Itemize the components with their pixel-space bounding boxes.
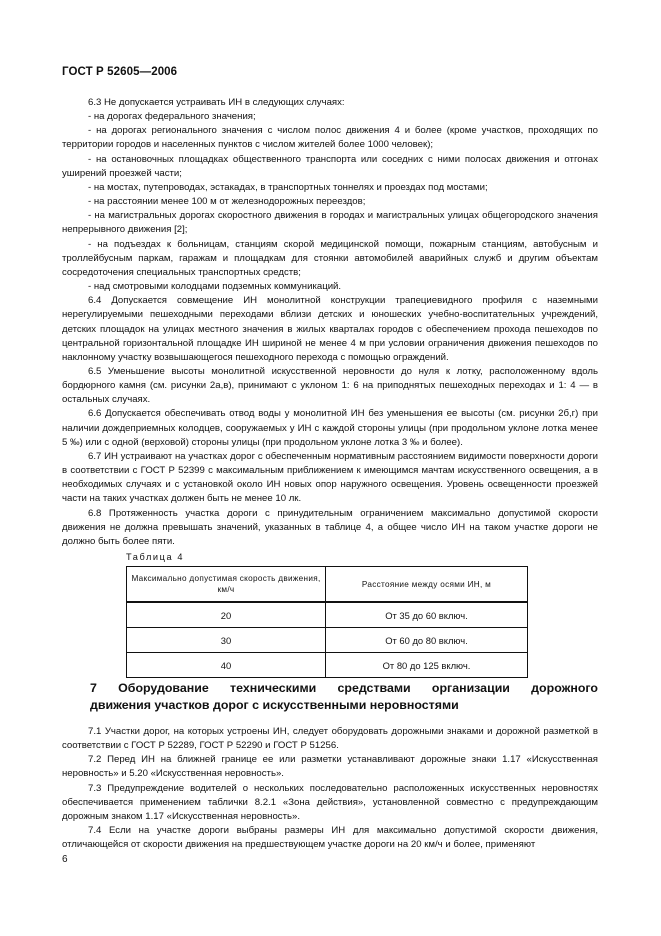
table-row — [127, 602, 528, 628]
list-item: - над смотровыми колодцами подземных коммуникаций. — [88, 281, 342, 293]
table-header-speed: Максимально допустимая скорость движения, км/ч — [127, 567, 326, 603]
document-header: ГОСТ Р 52605—2006 — [62, 66, 178, 78]
list-item: - на дорогах федерального значения; — [88, 111, 256, 123]
table-header-distance: Расстояние между осями ИН, м — [326, 567, 528, 603]
paragraph-6-3: 6.3 Не допускается устраивать ИН в следующих случаях: — [88, 97, 345, 108]
section-7-heading — [90, 680, 598, 714]
table-cell-speed: 30 — [127, 628, 326, 653]
table-cell-distance: От 60 до 80 включ. — [326, 628, 528, 653]
paragraph-7-1: 7.1 Участки дорог, на которых устроены ИН, следует оборудовать дорожными знаками и дорожной разметкой в соответствии с ГОСТ Р 52289, ГОСТ Р 52290 и ГОСТ Р 51256. — [62, 726, 598, 752]
body-text-block — [62, 96, 598, 549]
table-row — [127, 628, 528, 653]
section-title-line-1: 7 Оборудование техническими средствами организации дорожного — [90, 681, 598, 695]
list-item: - на дорогах регионального значения с числом полос движения 4 и более (кроме участков, проходящих по территории городов и населенных пунктов с числом жителей более 1000 человек); — [62, 125, 598, 151]
list-item: - на расстоянии менее 100 м от железнодорожных переездов; — [88, 196, 366, 208]
table-row — [127, 653, 528, 678]
paragraph-7-2: 7.2 Перед ИН на ближней границе ее или разметки устанавливают дорожные знаки 1.17 «Искусственная неровность» и 5.20 «Искусственная неровность». — [62, 754, 598, 780]
table-cell-speed: 40 — [127, 653, 326, 678]
paragraph-7-3: 7.3 Предупреждение водителей о нескольких последовательно расположенных искусственных неровностях обеспечивается применением таблички 8.2.1 «Зона действия», установленной совместно с предупреждающим дорожным знаком 1.17 «Искусственная неровность». — [62, 782, 598, 822]
paragraph-6-7: 6.7 ИН устраивают на участках дорог с обеспеченным нормативным расстоянием видимости поверхности дороги в соответствии с ГОСТ Р 52399 с максимальным приближением к имеющимся мачтам искусственного освещения, а в необходимых случаях и с установкой около ИН новых опор наружного освещения. Уровень освещенности проезжей части на таких участках должен быть не менее 10 лк. — [62, 450, 598, 505]
list-item: - на мостах, путепроводах, эстакадах, в транспортных тоннелях и проездах под мостами; — [88, 181, 488, 193]
table-cell-distance: От 80 до 125 включ. — [326, 653, 528, 678]
table-cell-distance: От 35 до 60 включ. — [326, 602, 528, 628]
page-number: 6 — [62, 854, 68, 865]
paragraph-7-4: 7.4 Если на участке дороги выбраны размеры ИН для максимально допустимой скорости движения, отличающейся от скорости движения на предшествующем участке дороги на 20 км/ч и более, применяют — [62, 825, 598, 851]
table-cell-speed: 20 — [127, 602, 326, 628]
paragraph-6-8: 6.8 Протяженность участка дороги с принудительным ограничением максимально допустимой скорости движения не должна превышать значений, указанных в таблице 4, а общее число ИН на таком участке дороги не должно быть более пяти. — [62, 507, 598, 547]
table-header-row — [127, 567, 528, 603]
paragraph-6-6: 6.6 Допускается обеспечивать отвод воды у монолитной ИН без уменьшения ее высоты (см. рисунки 2б,г) при наличии дождеприемных колодцев, сооружаемых у ИН с каждой стороны улицы (при продольном уклоне лотка менее 5 ‰) или с одной (верховой) стороны улицы (при продольном уклоне лотка 3 ‰ и более). — [62, 408, 598, 448]
paragraph-6-4: 6.4 Допускается совмещение ИН монолитной конструкции трапециевидного профиля с наземными нерегулируемыми пешеходными переходами вблизи детских и юношеских учебно-воспитательных учреждений, детских площадок на улицах местного значения в жилых кварталах городов с обеспечением прохода пешеходов по центральной горизонтальной площадке ИН шириной не менее 4 м при условии ограничения движения пешеходов по наклонному участку возвышающегося пешеходного перехода с помощью ограждений. — [62, 295, 598, 363]
table-4 — [126, 566, 528, 678]
section-title-line-2: движения участков дорог с искусственными неровностями — [90, 698, 459, 712]
table-caption: Таблица 4 — [126, 552, 185, 562]
section-7-text-block — [62, 725, 598, 852]
paragraph-6-5: 6.5 Уменьшение высоты монолитной искусственной неровности до нуля к лотку, расположенному вдоль бордюрного камня (см. рисунки 2а,в), принимают с уклоном 1: 6 на приподнятых пешеходных переходах и 1: 4 — в остальных случаях. — [62, 365, 598, 406]
list-item: - на магистральных дорогах скоростного движения в городах и магистральных улицах общегородского значения непрерывного движения [2]; — [62, 210, 598, 236]
list-item: - на остановочных площадках общественного транспорта или соседних с ними полосах движения и отгонах уширений проезжей части; — [62, 153, 598, 179]
list-item: - на подъездах к больницам, станциям скорой медицинской помощи, пожарным станциям, автобусным и троллейбусным паркам, гаражам и площадкам для стоянки автомобилей аварийных служб и другим объектам сосредоточения специальных транспортных средств; — [62, 238, 598, 278]
